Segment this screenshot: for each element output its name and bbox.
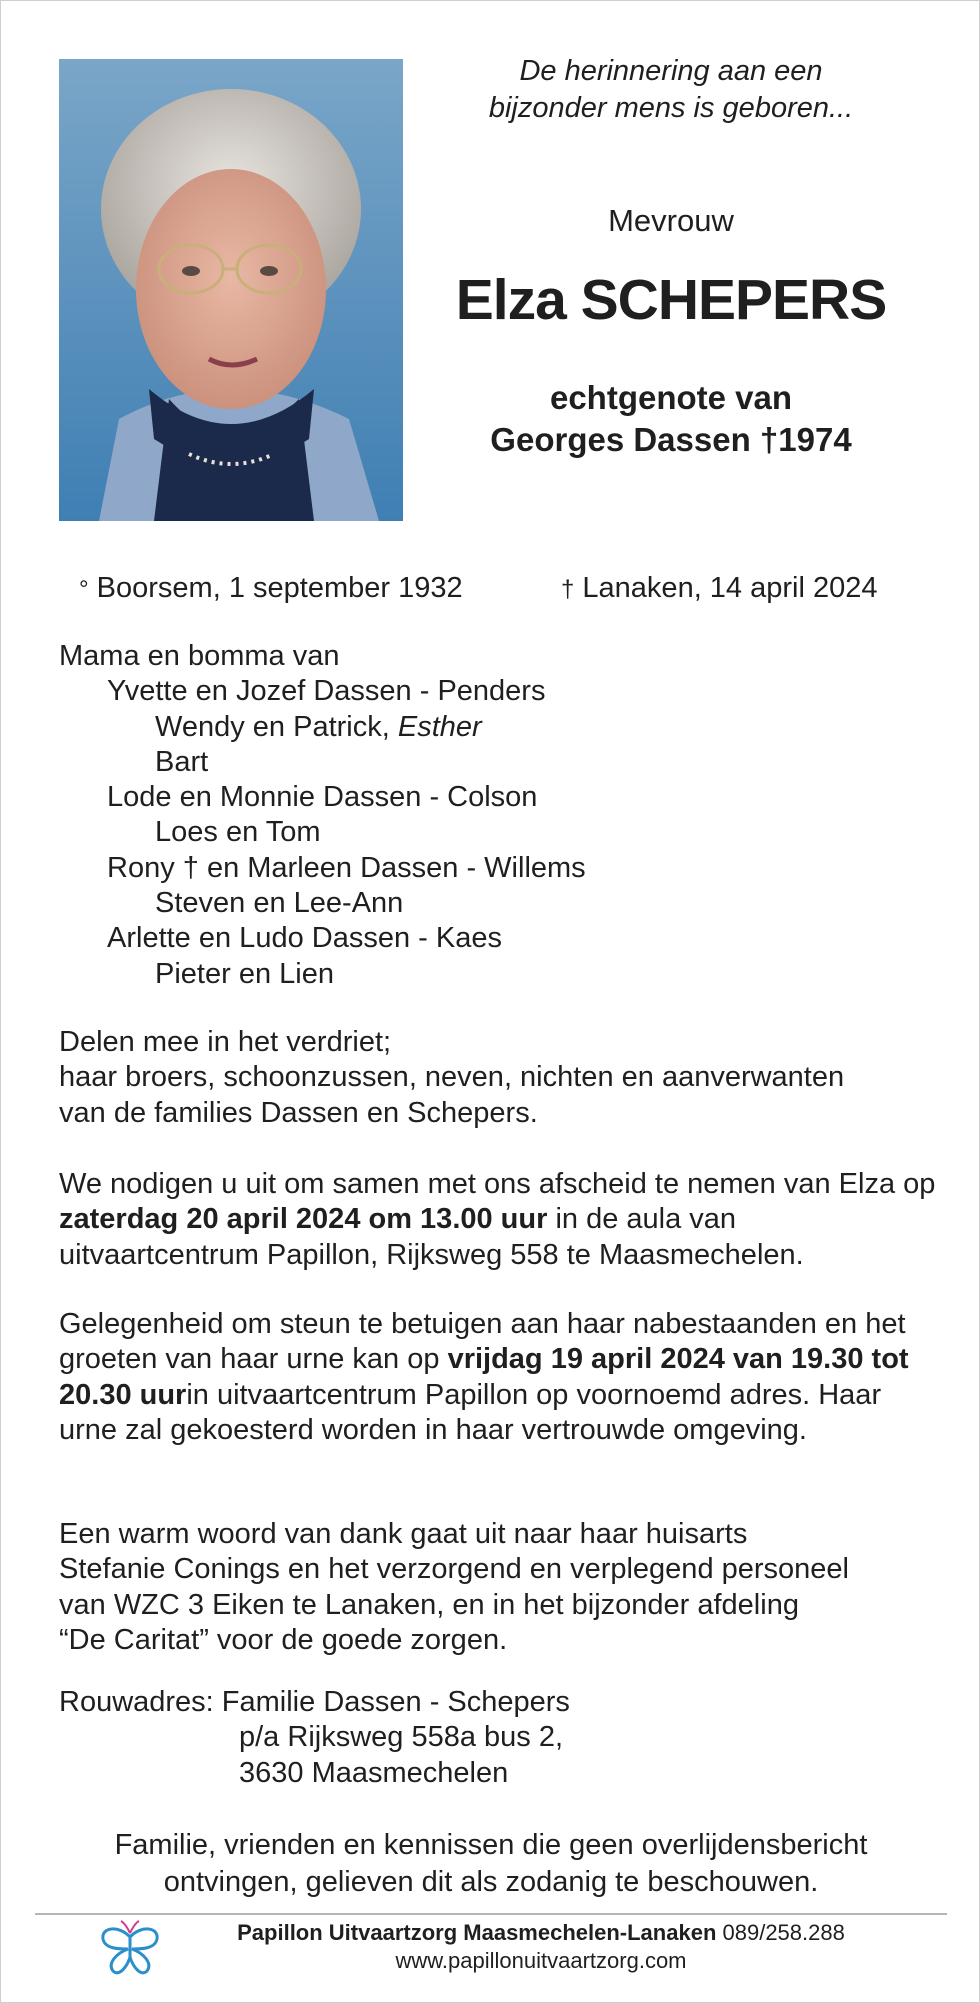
family-heading: Mama en bomma van [59, 640, 340, 672]
sharing-line-3: van de families Dassen en Schepers. [59, 1096, 538, 1129]
birth-text: Boorsem, 1 september 1932 [96, 572, 463, 604]
funeral-text-1: We nodigen u uit om samen met ons afscheid te nemen van Elza op [59, 1168, 936, 1200]
deceased-name: Elza SCHEPERS [455, 268, 887, 332]
visitation-paragraph [59, 1307, 939, 1448]
mourning-address [59, 1685, 939, 1791]
visitation-datetime: vrijdag 19 april 2024 van 19.30 tot 20.30 uur [59, 1343, 909, 1411]
spouse-line-1: echtgenote van [549, 379, 793, 416]
honorific: Mevrouw [608, 203, 734, 238]
death-date [561, 567, 878, 611]
firm-name: Papillon Uitvaartzorg Maasmechelen-Lanaken [237, 1920, 717, 1945]
life-dates [1, 567, 980, 609]
family-children: Pieter en Lien [155, 957, 334, 990]
spouse-line-2: Georges Dassen †1974 [490, 421, 852, 458]
family-children-text: Wendy en Patrick, [155, 710, 398, 743]
funeral-datetime: zaterdag 20 april 2024 om 13.00 uur [59, 1203, 548, 1236]
thanks-line-4: “De Caritat” voor de goede zorgen. [59, 1623, 508, 1656]
birth-date [79, 567, 463, 611]
portrait-image [59, 59, 403, 521]
intro-line-1: De herinnering aan een [519, 55, 823, 87]
family-children [59, 710, 939, 745]
birth-symbol: ° [79, 576, 89, 603]
family-children: Loes en Tom [155, 816, 321, 849]
sharing-line-1: Delen mee in het verdriet; [59, 1026, 392, 1058]
firm-phone: 089/258.288 [716, 1920, 845, 1945]
death-text: Lanaken, 14 april 2024 [582, 572, 878, 604]
family-parents: Yvette en Jozef Dassen - Penders [107, 675, 546, 708]
notice-line-1: Familie, vrienden en kennissen die geen overlijdensbericht [114, 1829, 868, 1861]
family-list [59, 639, 939, 992]
footer-info [181, 1919, 901, 1975]
family-parents: Lode en Monnie Dassen - Colson [107, 781, 538, 814]
cross-icon: † [561, 576, 575, 603]
notice-line-2: ontvingen, gelieven dit als zodanig te beschouwen. [163, 1866, 819, 1898]
butterfly-icon [97, 1919, 163, 1979]
thanks-line-2: Stefanie Conings en het verzorgend en verplegend personeel [59, 1553, 849, 1586]
visitation-text-1: Gelegenheid om steun te betuigen aan haar nabestaanden en het groeten van haar urne kan op [59, 1308, 906, 1376]
address-line-1: Rouwadres: Familie Dassen - Schepers [59, 1686, 570, 1718]
family-children: Steven en Lee-Ann [155, 887, 404, 920]
visitation-text-2: in uitvaartcentrum Papillon op voornoemd adres. Haar urne zal gekoesterd worden in haar vertrouwde omgeving. [59, 1378, 882, 1446]
thanks-paragraph [59, 1517, 939, 1658]
portrait-photo [59, 59, 403, 521]
family-parents: Rony † en Marleen Dassen - Willems [107, 851, 586, 884]
family-children-italic: Esther [397, 710, 482, 743]
intro-line-2: bijzonder mens is geboren... [488, 92, 854, 124]
thanks-line-3: van WZC 3 Eiken te Lanaken, en in het bijzonder afdeling [59, 1588, 799, 1621]
footer-line-1 [181, 1919, 901, 1947]
sharing-line-2: haar broers, schoonzussen, neven, nichten en aanverwanten [59, 1061, 845, 1094]
intro-quote [441, 53, 901, 127]
funeral-text-2: in de aula van uitvaartcentrum Papillon, Rijksweg 558 te Maasmechelen. [59, 1203, 804, 1271]
thanks-line-1: Een warm woord van dank gaat uit naar haar huisarts [59, 1518, 748, 1550]
spouse-info [441, 377, 901, 461]
notice-paragraph [61, 1827, 921, 1901]
firm-website[interactable]: www.papillonuitvaartzorg.com [395, 1948, 687, 1973]
footer-divider [35, 1913, 947, 1915]
address-line-2: p/a Rijksweg 558a bus 2, [239, 1721, 564, 1754]
family-children: Bart [155, 745, 209, 778]
address-line-3: 3630 Maasmechelen [239, 1756, 509, 1789]
sharing-paragraph [59, 1025, 939, 1131]
family-parents: Arlette en Ludo Dassen - Kaes [107, 922, 502, 955]
funeral-paragraph [59, 1167, 939, 1273]
